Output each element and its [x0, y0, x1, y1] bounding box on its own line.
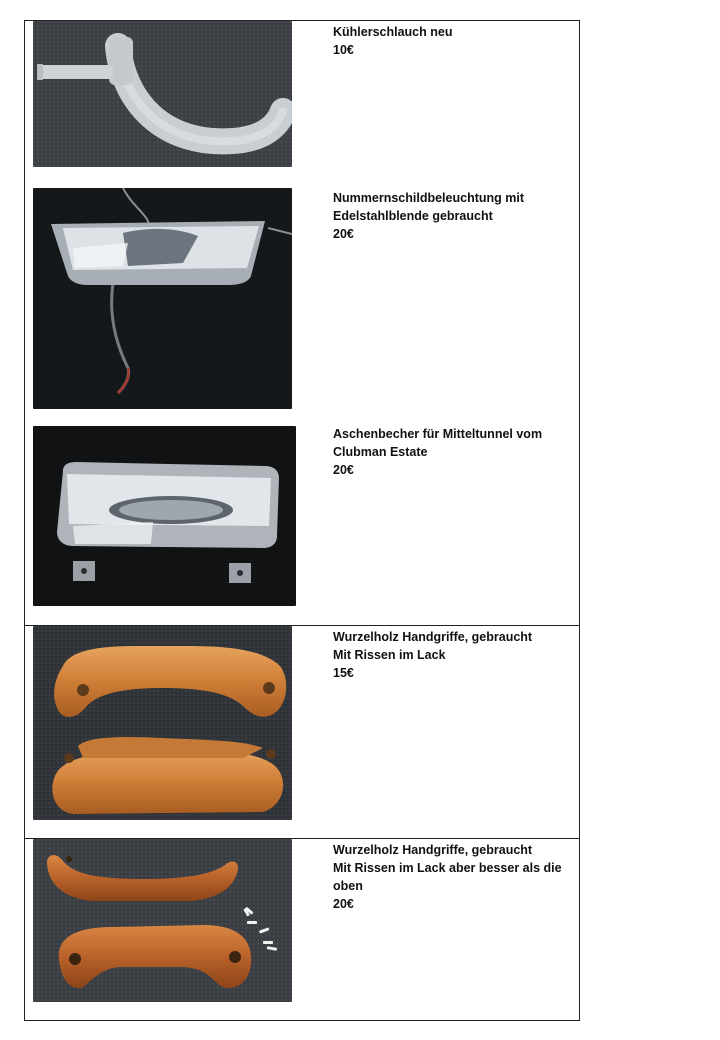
- radiator-hose-photo: [33, 21, 292, 167]
- product-title-line: Edelstahlblende gebraucht: [333, 209, 493, 223]
- product-description: [333, 189, 573, 243]
- product-price: 20€: [333, 897, 354, 911]
- product-row: [25, 185, 579, 423]
- product-price: 20€: [333, 227, 354, 241]
- product-title-line: Mit Rissen im Lack aber besser als die: [333, 861, 562, 875]
- product-row: [25, 625, 579, 838]
- product-row: [25, 838, 579, 1020]
- license-plate-light-photo: [33, 188, 292, 409]
- wood-handles-better-photo: [33, 839, 292, 1002]
- product-title-line: Wurzelholz Handgriffe, gebraucht: [333, 630, 533, 644]
- product-description: [333, 841, 573, 913]
- product-table: [24, 20, 580, 1021]
- product-title-line: Wurzelholz Handgriffe, gebraucht: [333, 843, 533, 857]
- product-price: 10€: [333, 43, 354, 57]
- wood-handles-photo: [33, 626, 292, 820]
- product-title-line: oben: [333, 879, 363, 893]
- product-description: [333, 23, 573, 59]
- ashtray-photo: [33, 426, 296, 606]
- product-title-line: Mit Rissen im Lack: [333, 648, 446, 662]
- product-title-line: Nummernschildbeleuchtung mit: [333, 191, 524, 205]
- product-title-line: Clubman Estate: [333, 445, 428, 459]
- product-description: [333, 425, 573, 479]
- product-row: [25, 21, 579, 185]
- product-price: 15€: [333, 666, 354, 680]
- product-price: 20€: [333, 463, 354, 477]
- product-title-line: Aschenbecher für Mitteltunnel vom: [333, 427, 543, 441]
- product-title: Kühlerschlauch neu: [333, 25, 453, 39]
- product-description: [333, 628, 573, 682]
- product-row: [25, 423, 579, 625]
